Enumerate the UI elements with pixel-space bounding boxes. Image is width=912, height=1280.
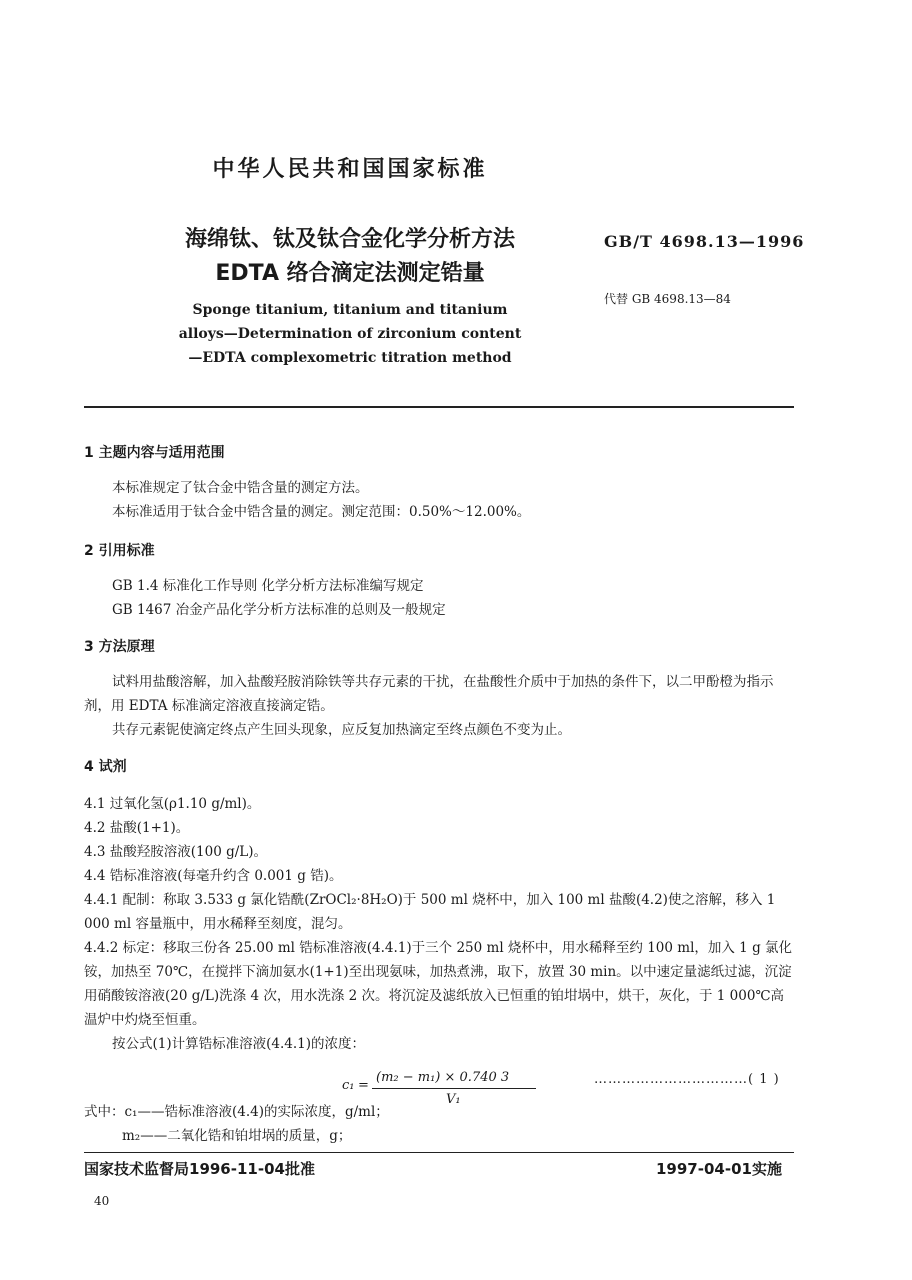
reagent-4-4-1: 4.4.1 配制：称取 3.533 g 氯化锆酰(ZrOCl₂·8H₂O)于 500 ml 烧杯中，加入 100 ml 盐酸(4.2)使之溶解，移入 1 000 ml 容量瓶中，用水稀释至刻度，混匀。 <box>84 892 776 932</box>
section-1-para-2: 本标准适用于钛合金中锆含量的测定。测定范围：0.50%～12.00%。 <box>112 504 531 520</box>
section-1-para-1: 本标准规定了钛合金中锆含量的测定方法。 <box>112 480 369 496</box>
title-cn-line1: 海绵钛、钛及钛合金化学分析方法 <box>184 227 515 252</box>
footer-divider <box>84 1152 794 1153</box>
formula-number: ……………………………( 1 ) <box>594 1072 780 1087</box>
formula-intro: 按公式(1)计算锆标准溶液(4.4.1)的浓度： <box>112 1036 366 1052</box>
formula-fraction-bar <box>372 1088 536 1089</box>
section-3-para-2: 共存元素铌使滴定终点产生回头现象，应反复加热滴定至终点颜色不变为止。 <box>112 722 571 738</box>
section-1-heading: 1 主题内容与适用范围 <box>84 445 225 461</box>
formula-lhs: c₁ <box>342 1078 355 1093</box>
header-divider <box>84 406 794 408</box>
title-en-line1: Sponge titanium, titanium and titanium <box>192 302 508 318</box>
title-en-line3: —EDTA complexometric titration method <box>188 350 512 366</box>
reagent-4-1: 4.1 过氧化氢(ρ1.10 g/ml)。 <box>84 796 261 812</box>
section-3-heading: 3 方法原理 <box>84 639 155 655</box>
effective-date: 1997-04-01实施 <box>656 1160 782 1178</box>
section-4-heading: 4 试剂 <box>84 759 127 775</box>
reagent-4-2: 4.2 盐酸(1+1)。 <box>84 820 190 836</box>
reference-item-2: GB 1467 冶金产品化学分析方法标准的总则及一般规定 <box>112 602 446 618</box>
reagent-4-3: 4.3 盐酸羟胺溶液(100 g/L)。 <box>84 844 268 860</box>
formula-denominator: V₁ <box>446 1092 461 1107</box>
reagent-4-4-2: 4.4.2 标定：移取三份各 25.00 ml 锆标准溶液(4.4.1)于三个 250 ml 烧杯中，用水稀释至约 100 ml，加入 1 g 氯化铵，加热至 70℃，在搅拌下滴加氨水(1+1)至出现氨味，加热煮沸，取下，放置 30 min。以中速定量滤纸过滤，沉淀用硝酸铵溶液(20 g/L)洗涤 4 次，用水洗涤 2 次。将沉淀及滤纸放入已恒重的铂坩埚中，烘干，灰化，于 1 000℃高温炉中灼烧至恒重。 <box>84 940 792 1028</box>
section-3-para-1: 试料用盐酸溶解，加入盐酸羟胺消除铁等共存元素的干扰，在盐酸性介质中于加热的条件下，以二甲酚橙为指示剂，用 EDTA 标准滴定溶液直接滴定锆。 <box>84 674 774 714</box>
issued-date: 国家技术监督局1996-11-04批准 <box>84 1160 315 1178</box>
reference-item-1: GB 1.4 标准化工作导则 化学分析方法标准编写规定 <box>112 578 424 594</box>
standard-number: GB/T 4698.13—1996 <box>604 232 805 251</box>
formula-equals: = <box>358 1078 369 1093</box>
title-cn-line2: EDTA 络合滴定法测定锆量 <box>215 261 485 286</box>
formula-numerator: (m₂ − m₁) × 0.740 3 <box>376 1070 510 1085</box>
where-line-2: m₂——二氧化锆和铂坩埚的质量，g； <box>122 1128 352 1144</box>
replaces-note: 代替 GB 4698.13—84 <box>604 292 731 306</box>
reagent-4-4: 4.4 锆标准溶液(每毫升约含 0.001 g 锆)。 <box>84 868 343 884</box>
national-standard-heading: 中华人民共和国国家标准 <box>212 157 488 182</box>
where-line-1: 式中：c₁——锆标准溶液(4.4)的实际浓度，g/ml； <box>84 1104 389 1120</box>
title-en-line2: alloys—Determination of zirconium content <box>178 326 522 342</box>
page-number: 40 <box>94 1194 110 1208</box>
section-2-heading: 2 引用标准 <box>84 543 155 559</box>
